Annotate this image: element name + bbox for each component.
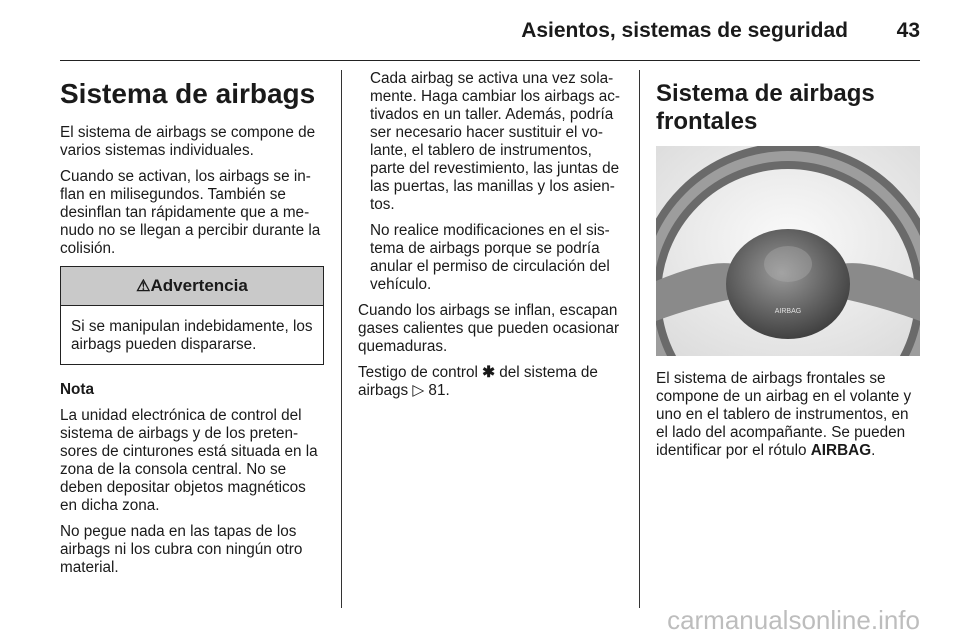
note-text-2: No pegue nada en las tapas de los airbags ni los cubra con ningún otro material. — [60, 523, 303, 576]
note-text: La unidad electrónica de control del sistema de airbags y de los pretensores de cinturones está situada en la zona de la consola central. No se deben depositar objetos magnéticos en dicha zona. — [60, 407, 318, 514]
column-divider — [341, 70, 342, 608]
paragraph: Cuando se activan, los airbags se inflan en milisegundos. También se desinflan tan rápidamente que a menudo no se llegan a percibir durante la colisión. — [60, 168, 321, 257]
airbag-label-text: AIRBAG — [810, 442, 872, 459]
airbag-label: AIRBAG — [774, 308, 802, 315]
page-header — [60, 0, 920, 61]
column-2 — [358, 70, 622, 408]
paragraph: El sistema de airbags se compone de varios sistemas individuales. — [60, 124, 316, 159]
paragraph: Cada airbag se activa una vez solamente. Haga cambiar los airbags activados en un taller. Además, podría ser necesario hacer sustituir el volante, el tablero de instrumentos, parte del revestimiento, las juntas de las puertas, las manillas y los asientos. — [370, 70, 620, 213]
airbag-warning-lamp-icon: ✱ — [482, 364, 495, 381]
paragraph-front-airbags — [656, 370, 920, 460]
warning-triangle-icon: ⚠ — [136, 278, 151, 295]
column-1 — [60, 70, 324, 585]
steering-wheel-figure — [656, 146, 920, 356]
warning-box — [60, 266, 324, 365]
text: del sistema de airbags — [358, 364, 598, 399]
watermark: carmanualsonline.info — [667, 605, 920, 635]
heading-front-airbag-system: Sistema de airbags frontales — [656, 80, 875, 135]
heading-airbag-system: Sistema de airbags — [60, 78, 316, 109]
steering-wheel-illustration — [656, 146, 920, 356]
text: . — [871, 442, 876, 459]
warning-title: Advertencia — [150, 276, 248, 295]
note-label: Nota — [60, 381, 94, 398]
paragraph: Cuando los airbags se inflan, escapan gases calientes que pueden ocasionar quemaduras. — [358, 302, 620, 355]
text: El sistema de airbags frontales se compone de un airbag en el volante y uno en el tablero de instrumentos, en el lado del acompañante. Se pueden identificar por el rótulo — [656, 370, 912, 459]
page-number: 43 — [896, 19, 920, 42]
warning-header — [61, 267, 323, 306]
column-divider — [639, 70, 640, 608]
section-title: Asientos, sistemas de seguridad — [521, 19, 848, 42]
page-reference[interactable]: 81. — [424, 382, 450, 399]
column-3 — [656, 70, 920, 468]
paragraph-warning-lamp — [358, 364, 622, 400]
text: Testigo de control — [358, 364, 483, 381]
warning-text: Si se manipulan indebidamente, los airbags pueden dispararse. — [71, 318, 313, 353]
paragraph: No realice modificaciones en el sistema de airbags porque se podría anular el permiso de circulación del vehículo. — [370, 222, 610, 293]
page-reference-arrow-icon: ▷ — [412, 382, 425, 399]
